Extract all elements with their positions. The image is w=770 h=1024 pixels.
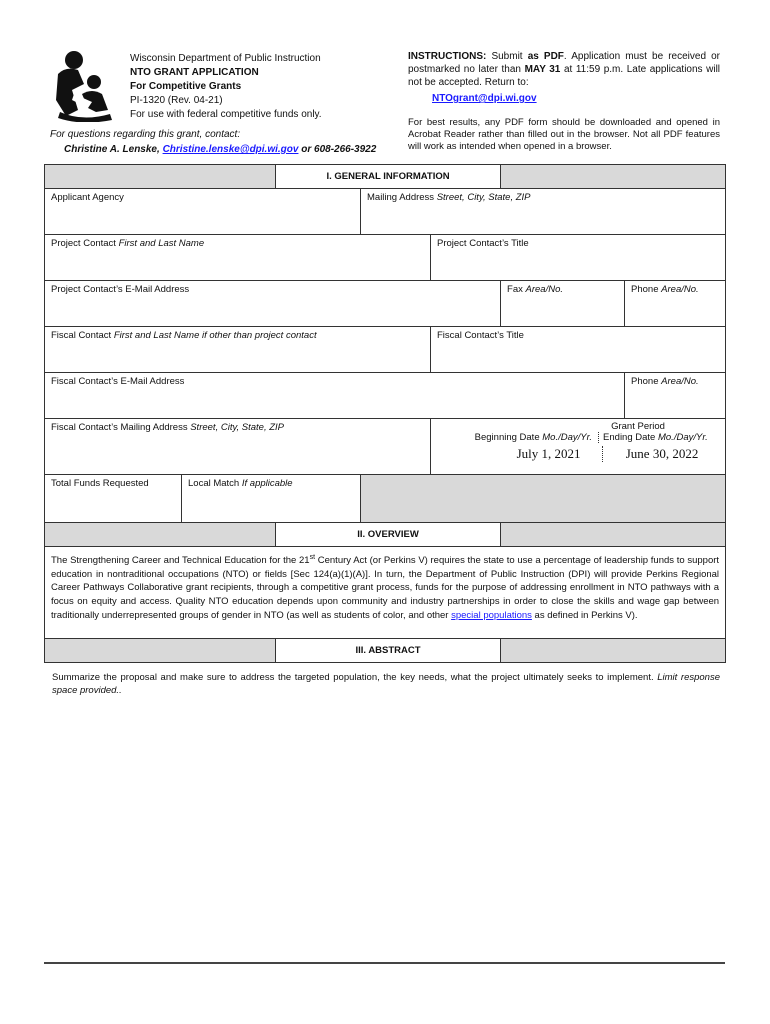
overview-text bbox=[45, 547, 726, 639]
funds-shade bbox=[361, 475, 726, 523]
abstract-instructions bbox=[52, 672, 720, 697]
fiscal-mailing-address-field[interactable] bbox=[45, 419, 431, 475]
header-shade-right bbox=[501, 639, 726, 663]
section-abstract-title: III. ABSTRACT bbox=[276, 639, 501, 663]
project-contact-title-label: Project Contact’s Title bbox=[437, 238, 529, 249]
fiscal-contact-hint: First and Last Name if other than project contact bbox=[113, 330, 317, 341]
abstract-text: Summarize the proposal and make sure to address the targeted population, the key needs, what the project ultimately seeks to implement. bbox=[52, 672, 654, 683]
fax-field[interactable] bbox=[501, 281, 625, 327]
application-form bbox=[44, 164, 726, 663]
total-funds-field[interactable] bbox=[45, 475, 182, 523]
fax-label: Fax bbox=[507, 284, 523, 295]
mailing-address-field[interactable] bbox=[361, 189, 726, 235]
grant-period-field bbox=[431, 419, 726, 475]
fiscal-contact-title-label: Fiscal Contact’s Title bbox=[437, 330, 524, 341]
instructions-label: INSTRUCTIONS: bbox=[408, 51, 487, 62]
dpi-logo bbox=[52, 50, 114, 122]
form-title: NTO GRANT APPLICATION bbox=[130, 67, 259, 78]
overview-sup: st bbox=[309, 554, 316, 561]
contact-or: or bbox=[301, 144, 312, 155]
fiscal-phone-field[interactable] bbox=[625, 373, 726, 419]
fiscal-mailing-hint: Street, City, State, ZIP bbox=[190, 422, 285, 433]
project-contact-email-label: Project Contact’s E-Mail Address bbox=[51, 284, 190, 295]
form-subtitle: For Competitive Grants bbox=[130, 81, 242, 92]
section-general-info-title: I. GENERAL INFORMATION bbox=[276, 165, 501, 189]
fiscal-contact-email-field[interactable] bbox=[45, 373, 625, 419]
questions-label: For questions regarding this grant, contact: bbox=[50, 129, 241, 140]
instructions-text: . Application must be received or postmarked no later than bbox=[408, 51, 721, 75]
fiscal-contact-email-label: Fiscal Contact’s E-Mail Address bbox=[51, 376, 185, 387]
header-shade-left bbox=[45, 165, 276, 189]
project-contact-label: Project Contact bbox=[51, 238, 116, 249]
instructions-block bbox=[408, 50, 720, 89]
fiscal-mailing-label: Fiscal Contact’s Mailing Address bbox=[51, 422, 188, 433]
phone-label: Phone bbox=[631, 284, 659, 295]
applicant-agency-label: Applicant Agency bbox=[51, 192, 124, 203]
phone-hint: Area/No. bbox=[661, 284, 699, 295]
header-shade-right bbox=[501, 165, 726, 189]
return-email-link[interactable]: NTOgrant@dpi.wi.gov bbox=[432, 93, 537, 104]
beginning-date-value[interactable]: July 1, 2021 bbox=[516, 446, 581, 461]
best-results-note: For best results, any PDF form should be downloaded and opened in Acrobat Reader rather than filled out in the browser. Not all PDF features will work as intended when opened in a browser. bbox=[408, 117, 720, 152]
local-match-label: Local Match bbox=[188, 478, 240, 489]
project-contact-title-field[interactable] bbox=[431, 235, 726, 281]
overview-part: as defined in Perkins V). bbox=[531, 609, 638, 621]
instructions-text: Submit bbox=[491, 51, 523, 62]
header-shade-left bbox=[45, 523, 276, 547]
ending-date-text: Ending Date bbox=[603, 432, 656, 443]
phone-field[interactable] bbox=[625, 281, 726, 327]
form-number: PI-1320 (Rev. 04-21) bbox=[130, 95, 223, 106]
fiscal-phone-hint: Area/No. bbox=[661, 376, 699, 387]
contact-name: Christine A. Lenske, bbox=[64, 144, 160, 155]
beginning-date-text: Beginning Date bbox=[474, 432, 540, 443]
mailing-address-label: Mailing Address bbox=[367, 192, 435, 203]
local-match-field[interactable] bbox=[182, 475, 361, 523]
beginning-date-hint: Mo./Day/Yr. bbox=[542, 432, 593, 443]
beginning-date-label bbox=[435, 432, 598, 443]
contact-email-link[interactable]: Christine.lenske@dpi.wi.gov bbox=[162, 144, 299, 155]
header-shade-right bbox=[501, 523, 726, 547]
section-overview-title: II. OVERVIEW bbox=[276, 523, 501, 547]
deadline: MAY 31 bbox=[524, 64, 561, 75]
instructions-text: at 11:59 p.m. Late applications will not be accepted. Return to: bbox=[408, 64, 721, 88]
abstract-hint: Limit response space provided.. bbox=[52, 672, 720, 696]
abstract-response-area[interactable] bbox=[44, 700, 725, 958]
ending-date-value[interactable]: June 30, 2022 bbox=[602, 446, 721, 462]
contact-line bbox=[64, 143, 376, 157]
instructions-as-pdf: as PDF bbox=[527, 51, 564, 62]
header-shade-left bbox=[45, 639, 276, 663]
contact-phone: 608-266-3922 bbox=[314, 144, 377, 155]
project-contact-hint: First and Last Name bbox=[118, 238, 205, 249]
fax-hint: Area/No. bbox=[525, 284, 564, 295]
fiscal-contact-label: Fiscal Contact bbox=[51, 330, 112, 341]
ending-date-label bbox=[598, 432, 721, 443]
overview-part: The Strengthening Career and Technical Education for the 21 bbox=[51, 555, 310, 567]
fiscal-contact-field[interactable] bbox=[45, 327, 431, 373]
bottom-rule bbox=[44, 962, 725, 964]
applicant-agency-field[interactable] bbox=[45, 189, 361, 235]
usage-note: For use with federal competitive funds only. bbox=[130, 109, 322, 120]
ending-date-hint: Mo./Day/Yr. bbox=[657, 432, 708, 443]
total-funds-label: Total Funds Requested bbox=[51, 478, 149, 489]
fiscal-phone-label: Phone bbox=[631, 376, 659, 387]
local-match-hint: If applicable bbox=[241, 478, 293, 489]
project-contact-field[interactable] bbox=[45, 235, 431, 281]
overview-part: Century Act (or Perkins V) requires the state to use a percentage of leadership funds to support education in nontraditional occupations (NTO) or fields [Sec 124(a)(1)(A)]. In turn, the Department of Public Instruction (DPI) will provide Perkins Regional Career Pathways Collaborative grant recipients, through a competitive grant process, funds for the purpose of addressing enrollment in NTO pathways with a focus on equity and access. Quality NTO education depends upon community and industry partnerships in order to close the skills and wage gap between traditionally underrepresented groups of gender in NTO (as well as students of color, and other bbox=[51, 555, 720, 621]
special-populations-link[interactable]: special populations bbox=[451, 609, 532, 621]
grant-period-label: Grant Period bbox=[611, 421, 665, 432]
agency-name: Wisconsin Department of Public Instruction bbox=[130, 53, 321, 64]
mailing-address-hint: Street, City, State, ZIP bbox=[436, 192, 531, 203]
fiscal-contact-title-field[interactable] bbox=[431, 327, 726, 373]
project-contact-email-field[interactable] bbox=[45, 281, 501, 327]
